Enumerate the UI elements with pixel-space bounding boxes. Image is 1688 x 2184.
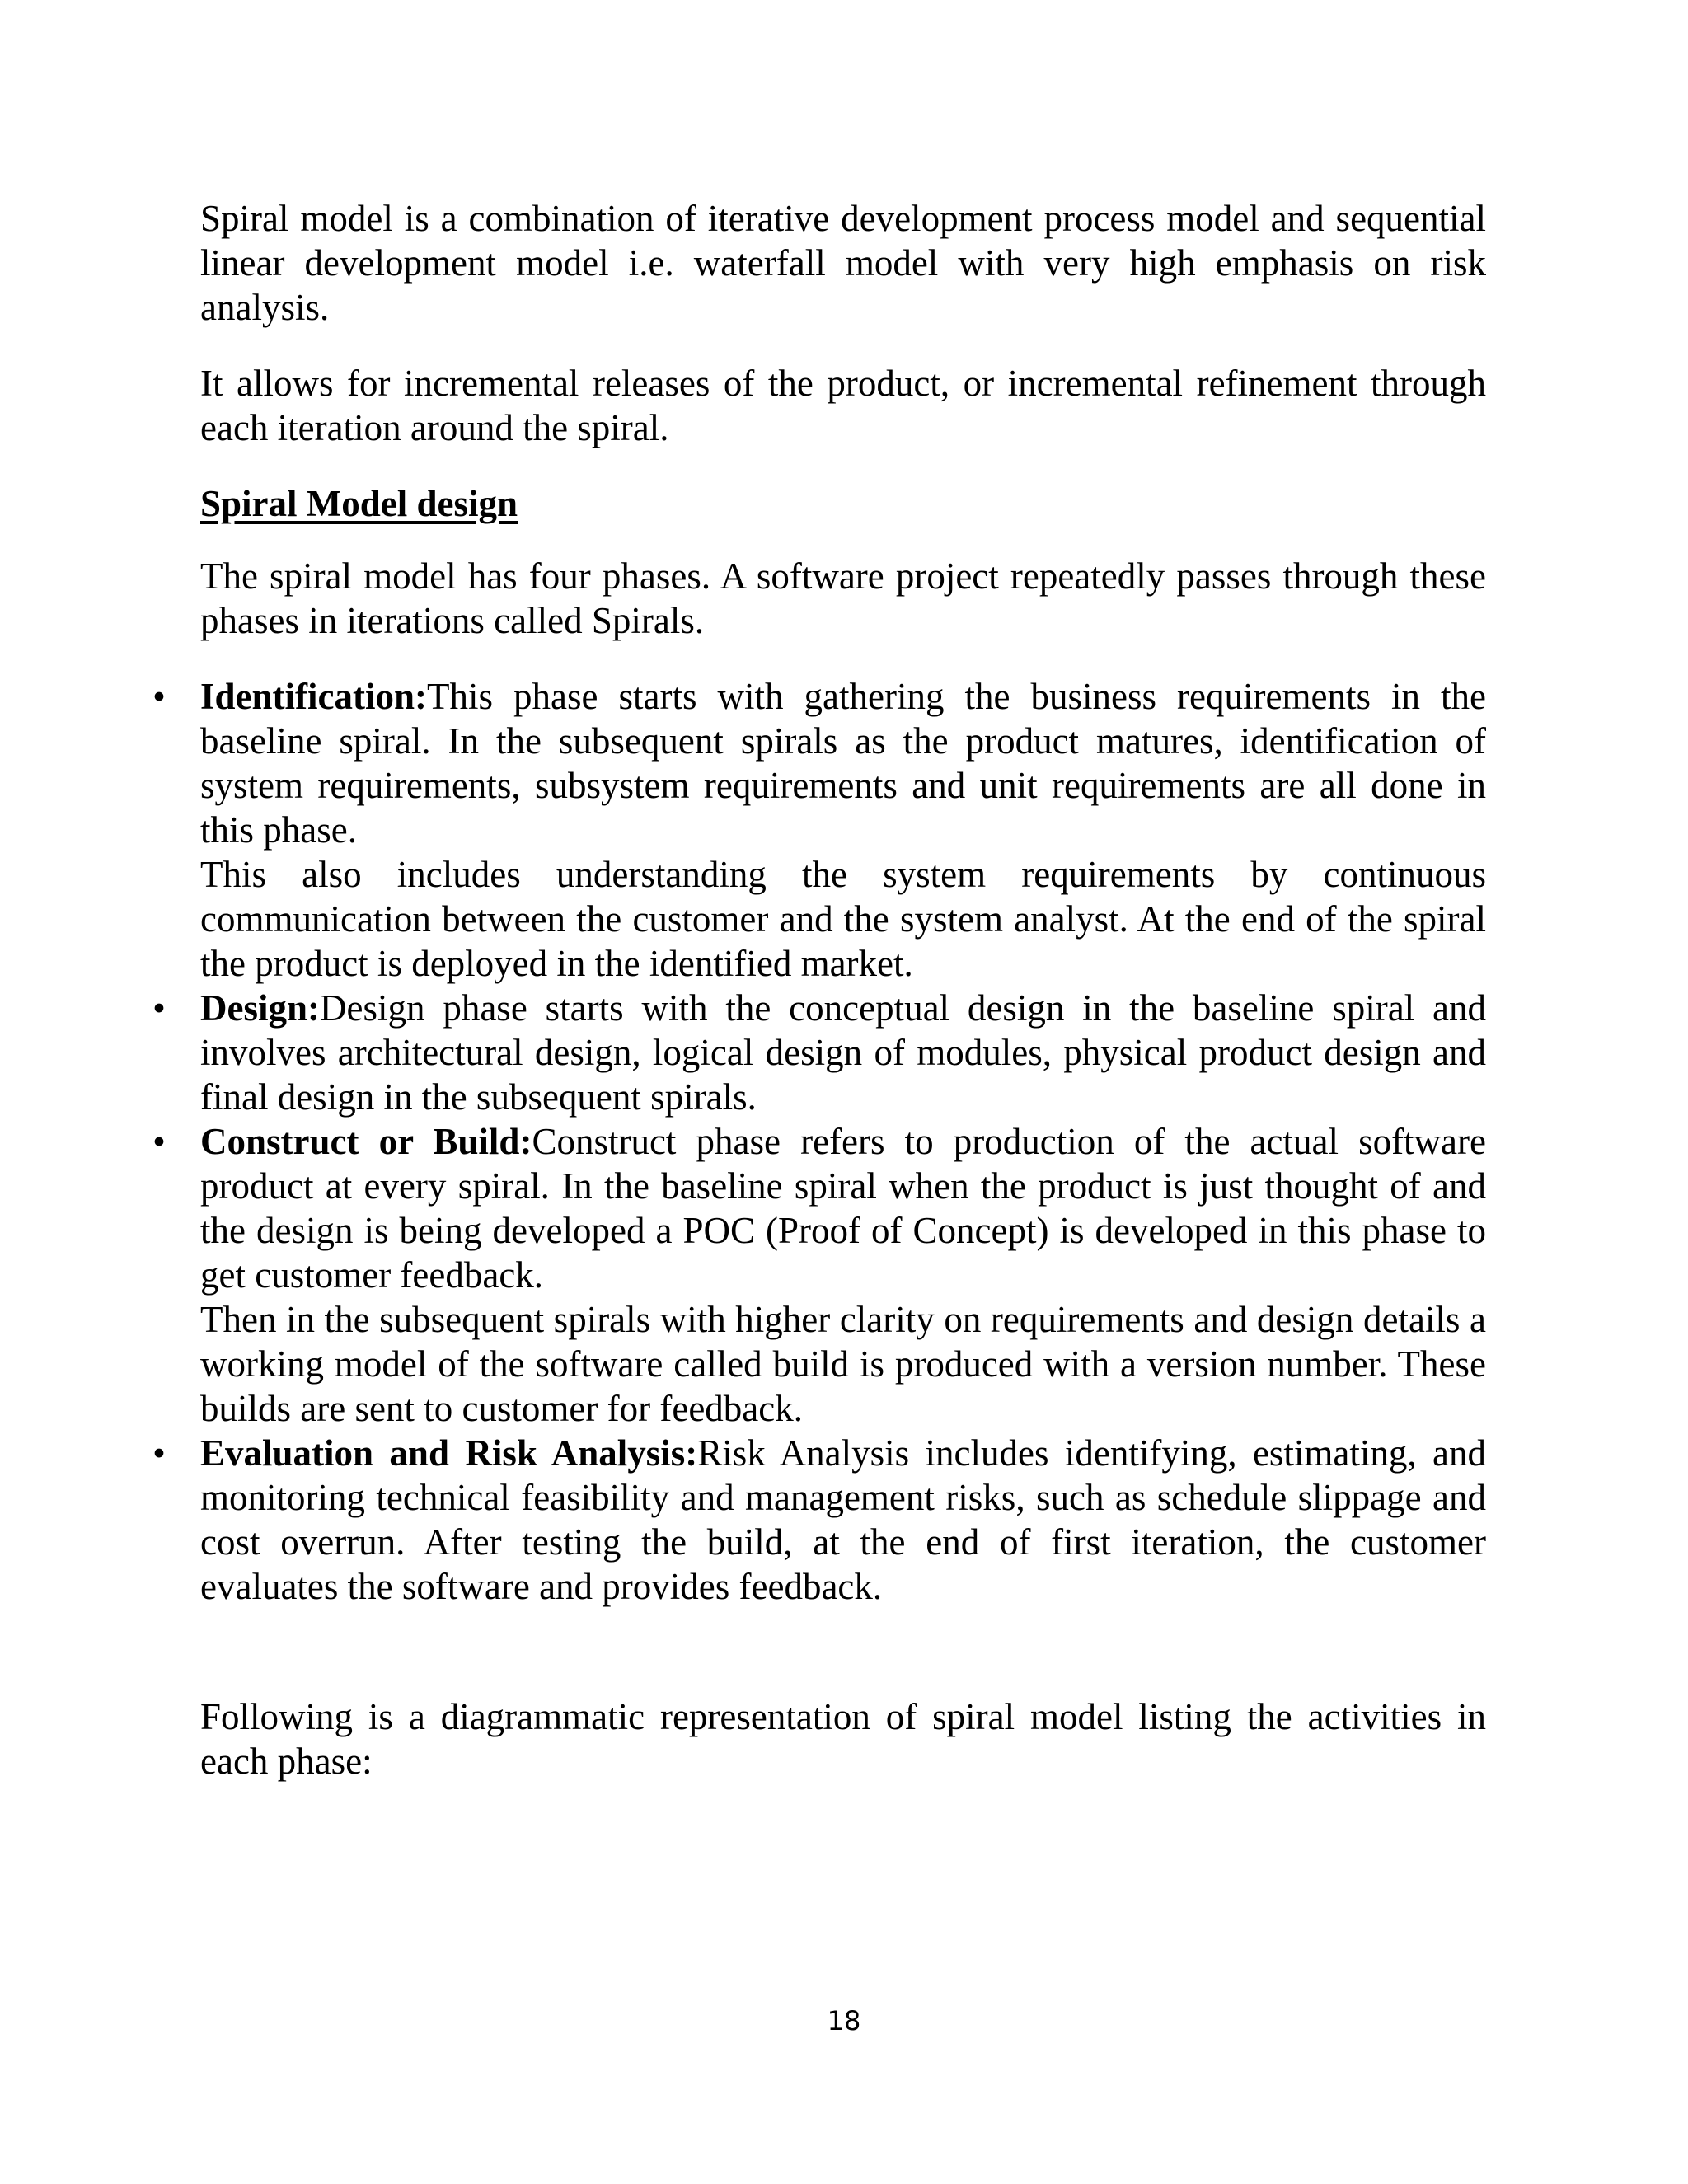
- intro-paragraph-2: It allows for incremental releases of the product, or incremental refinement through each iteration around the spiral.: [200, 363, 1486, 448]
- bullet-icon: •: [152, 676, 166, 717]
- closing-paragraph: Following is a diagrammatic representation of spiral model listing the activities in each phase:: [200, 1696, 1486, 1782]
- phase-term: Evaluation and Risk Analysis:: [200, 1432, 698, 1474]
- phase-term: Construct or Build:: [200, 1121, 532, 1162]
- phase-description: [200, 986, 1486, 1119]
- bullet-icon: •: [152, 1121, 166, 1162]
- phase-description: [200, 1431, 1486, 1609]
- phase-item-construct: [152, 1119, 1486, 1297]
- phase-term: Design:: [200, 987, 320, 1029]
- phase-description: [200, 1119, 1486, 1297]
- phase-term: Identification:: [200, 676, 427, 717]
- phase-item-evaluation: [152, 1431, 1486, 1609]
- phase-extra-construct: [200, 1297, 1486, 1431]
- phase-extra-text: Then in the subsequent spirals with higher clarity on requirements and design details a working model of the software called build is produced with a version number. These builds are sent to customer for feedback.: [200, 1299, 1486, 1429]
- section-overview: The spiral model has four phases. A software project repeatedly passes through these phases in iterations called Spirals.: [200, 555, 1486, 641]
- phase-text: This phase starts with gathering the business requirements in the baseline spiral. In the subsequent spirals as the product matures, identification of system requirements, subsystem requirements and unit requirements are all done in this phase.: [200, 676, 1486, 851]
- spacer: [200, 1609, 1486, 1694]
- phase-text: Design phase starts with the conceptual design in the baseline spiral and involves architectural design, logical design of modules, physical product design and final design in the subsequent spirals.: [200, 987, 1486, 1118]
- phase-description: [200, 674, 1486, 852]
- phase-item-identification: [152, 674, 1486, 852]
- section-heading: Spiral Model design: [200, 483, 518, 524]
- bullet-icon: •: [152, 1432, 166, 1474]
- document-page: [152, 196, 1486, 1783]
- phase-list: [152, 674, 1486, 1609]
- bullet-icon: •: [152, 987, 166, 1029]
- phase-text: Risk Analysis includes identifying, estimating, and monitoring technical feasibility and management risks, such as schedule slippage and cost overrun. After testing the build, at the end of first iteration, the customer evaluates the software and provides feedback.: [200, 1432, 1486, 1607]
- phase-extra-text: This also includes understanding the system requirements by continuous communication between the customer and the system analyst. At the end of the spiral the product is deployed in the identified market.: [200, 854, 1486, 984]
- intro-paragraph-1: Spiral model is a combination of iterative development process model and sequential linear development model i.e. waterfall model with very high emphasis on risk analysis.: [200, 198, 1486, 328]
- phase-text: Construct phase refers to production of the actual software product at every spiral. In the baseline spiral when the product is just thought of and the design is being developed a POC (Proof of Concept) is developed in this phase to get customer feedback.: [200, 1121, 1486, 1296]
- page-number: 18: [827, 2005, 861, 2036]
- phase-extra-identification: [200, 852, 1486, 986]
- phase-item-design: [152, 986, 1486, 1119]
